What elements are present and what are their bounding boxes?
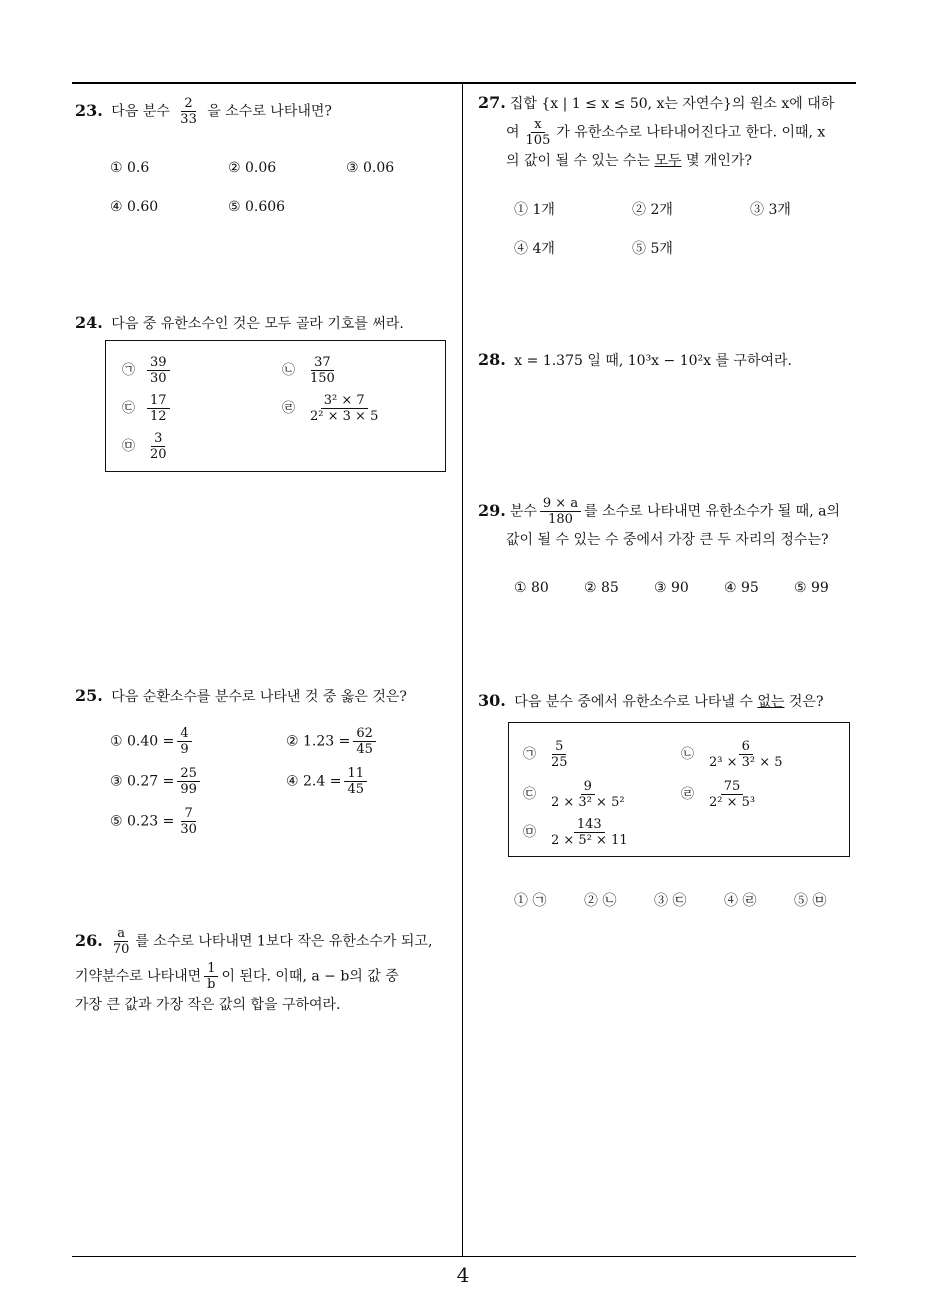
choice-4[interactable]: ④ 4개	[514, 241, 555, 257]
fraction: $\frac{1}{b}$	[204, 961, 218, 992]
choice-3[interactable]: ③ 0.27 = $\frac{25}{99}$	[110, 766, 203, 797]
question-number: 29.	[478, 500, 506, 520]
choice-2[interactable]: ② 2개	[632, 202, 673, 218]
question-number: 30.	[478, 691, 506, 710]
fraction: $\frac{a}{70}$	[112, 926, 130, 957]
choice-5[interactable]: ⑤ 0.23 = $\frac{7}{30}$	[110, 806, 197, 837]
question-text: 분수	[509, 503, 537, 520]
bottom-rule	[72, 1256, 856, 1257]
question-text: 다음 분수 중에서 유한소수로 나타낼 수	[514, 694, 753, 710]
box-item: ㉤ $\frac{143}{\text{2 × 5² × 11}}$	[523, 817, 628, 848]
choice-4[interactable]: ④ 2.4 = $\frac{11}{45}$	[286, 766, 370, 797]
choice-5[interactable]: ⑤ 5개	[632, 241, 673, 257]
choice-4[interactable]: ④ 0.60	[110, 199, 159, 215]
box-item: ㉡ $\frac{37}{150}$	[282, 355, 335, 386]
choice-1[interactable]: ① 1개	[514, 202, 555, 218]
choice-5[interactable]: ⑤ 0.606	[228, 199, 286, 215]
box-item: ㉠ $\frac{39}{30}$	[122, 355, 173, 386]
page-number: 4	[456, 1263, 470, 1287]
question-text: x = 1.375 일 때, 10³x − 10²x 를 구하여라.	[514, 353, 792, 369]
box-item: ㉣ $\frac{75}{\text{2² × 5³}}$	[681, 779, 756, 810]
question-number: 28.	[478, 350, 506, 369]
question-text: 몇 개인가?	[685, 153, 752, 169]
question-25	[75, 683, 407, 710]
question-text: 를 소수로 나타내면 유한소수가 될 때, a의	[584, 503, 840, 520]
choice-1[interactable]: ① 80	[514, 580, 549, 596]
fraction: $\frac{9 \times a}{180}$	[540, 496, 581, 527]
question-23	[75, 96, 332, 127]
choice-1[interactable]: ① 0.6	[110, 160, 150, 176]
choice-3[interactable]: ③ 0.06	[346, 160, 395, 176]
question-text: 이 된다. 이때, a − b의 값 중	[221, 968, 399, 985]
box-item: ㉡ $\frac{6}{\text{2³ × 3² × 5}}$	[681, 739, 783, 770]
choice-5[interactable]: ⑤ ㉤	[794, 893, 827, 909]
question-text: 값이 될 수 있는 수 중에서 가장 큰 두 자리의 정수는?	[506, 532, 829, 548]
question-text: 다음 순환소수를 분수로 나타낸 것 중 옳은 것은?	[111, 689, 407, 705]
question-29	[478, 496, 863, 553]
question-28	[478, 347, 792, 374]
question-text: 가 유한소수로 나타내어진다고 한다. 이때, x	[556, 124, 826, 141]
underlined-word: 없는	[757, 694, 785, 710]
question-text: 기약분수로 나타내면	[75, 968, 202, 985]
question-text: 집합 {x | 1 ≤ x ≤ 50, x는 자연수}의 원소 x에 대하	[509, 96, 835, 112]
box-item: ㉣ $\frac{\text{3² × 7}}{\text{2² × 3 × 5}}$	[282, 393, 379, 424]
box-item: ㉢ $\frac{17}{12}$	[122, 393, 173, 424]
question-27	[478, 90, 863, 174]
box-item: ㉤ $\frac{3}{20}$	[122, 431, 167, 462]
choice-2[interactable]: ② 85	[584, 580, 619, 596]
choice-1[interactable]: ① 0.40 = $\frac{4}{9}$	[110, 726, 195, 757]
question-text: 의 값이 될 수 있는 수는	[506, 153, 650, 169]
question-text: 다음 분수	[111, 103, 170, 120]
column-divider	[462, 84, 463, 1256]
choice-5[interactable]: ⑤ 99	[794, 580, 829, 596]
choice-3[interactable]: ③ 3개	[750, 202, 791, 218]
choice-2[interactable]: ② 1.23 = $\frac{62}{45}$	[286, 726, 379, 757]
question-number: 25.	[75, 686, 103, 705]
question-26	[75, 926, 460, 1018]
top-rule	[72, 82, 856, 84]
choices-box	[105, 340, 446, 472]
choices-box	[508, 722, 850, 857]
box-item: ㉠ $\frac{5}{25}$	[523, 739, 568, 770]
question-text: 가장 큰 값과 가장 작은 값의 합을 구하여라.	[75, 997, 341, 1013]
choice-2[interactable]: ② 0.06	[228, 160, 277, 176]
choice-4[interactable]: ④ 95	[724, 580, 759, 596]
choice-3[interactable]: ③ ㉢	[654, 893, 687, 909]
question-text: 여	[506, 124, 520, 141]
question-number: 24.	[75, 313, 103, 332]
question-number: 26.	[75, 930, 103, 950]
fraction: $\frac{x}{105}$	[525, 117, 551, 148]
fraction: $\frac{2}{33}$	[180, 96, 197, 127]
question-text: 를 소수로 나타내면 1보다 작은 유한소수가 되고,	[135, 933, 433, 950]
box-item: ㉢ $\frac{9}{\text{2 × 3² × 5²}}$	[523, 779, 625, 810]
question-30	[478, 688, 823, 715]
choice-4[interactable]: ④ ㉣	[724, 893, 757, 909]
question-text: 것은?	[788, 694, 824, 710]
question-number: 27.	[478, 93, 506, 112]
question-text: 다음 중 유한소수인 것은 모두 골라 기호를 써라.	[111, 316, 404, 332]
question-24	[75, 310, 404, 337]
choice-3[interactable]: ③ 90	[654, 580, 689, 596]
question-text: 을 소수로 나타내면?	[207, 103, 332, 120]
choice-2[interactable]: ② ㉡	[584, 893, 617, 909]
underlined-word: 모두	[654, 153, 682, 169]
choice-1[interactable]: ① ㉠	[514, 893, 547, 909]
question-number: 23.	[75, 100, 103, 120]
